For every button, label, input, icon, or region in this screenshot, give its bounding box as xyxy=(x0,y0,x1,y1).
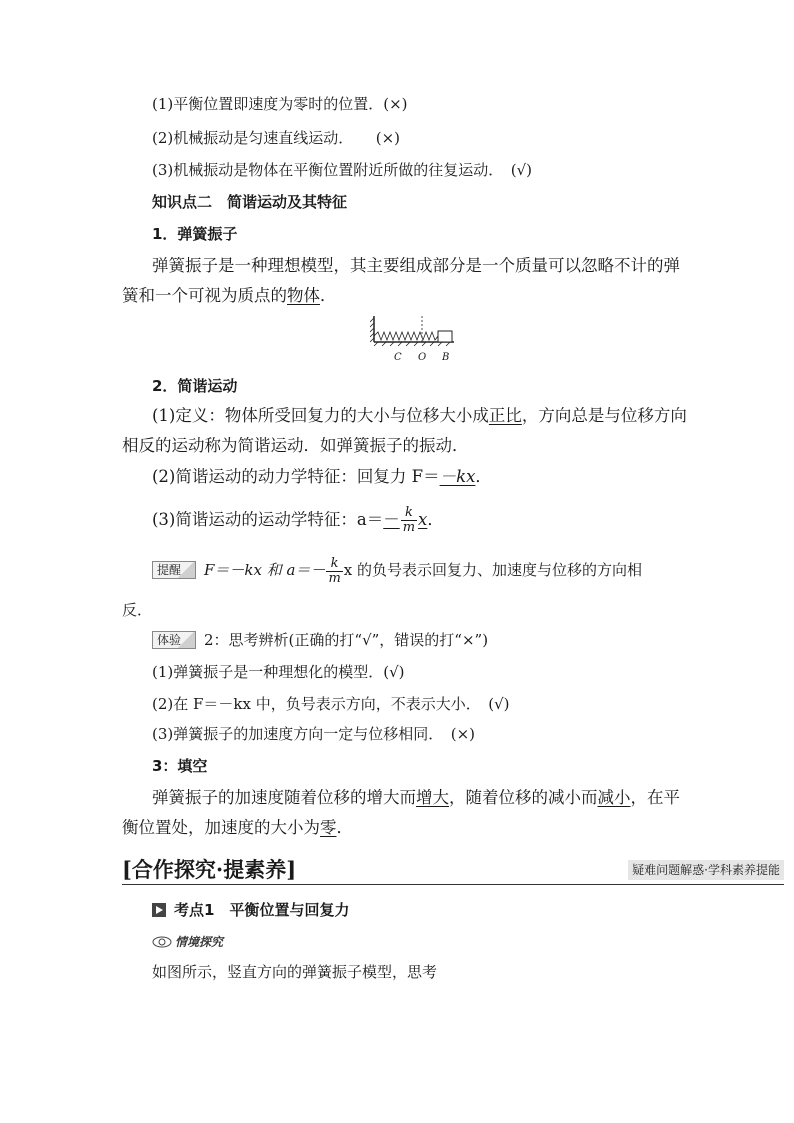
fill-blank-line: 衡位置处，加速度的大小为零． xyxy=(122,818,353,837)
kinematics-feature: (3)简谐运动的运动学特征：a＝－ $\frac{k}{m}$ x． xyxy=(152,505,444,535)
tip-line: 提醒 F＝－kx 和 a＝－ $\frac{k}{m}$ x 的负号表示回复力、加速度与位移的方向相 xyxy=(152,548,642,592)
paragraph-line: 弹簧振子是一种理想模型，其主要组成部分是一个质量可以忽略不计的弹 xyxy=(152,256,680,275)
underlined-answer: －kx xyxy=(439,467,476,486)
judgment-item: (3)弹簧振子的加速度方向一定与位移相同． (×) xyxy=(152,725,476,743)
underlined-answer: － $\frac{k}{m}$ x xyxy=(383,505,428,535)
figure-label-c: C xyxy=(394,352,402,363)
experience-title: 体验 2：思考辨析(正确的打“√”，错误的打“×”) xyxy=(152,630,488,650)
figure-label-o: O xyxy=(418,352,427,363)
exam-point-heading: 考点1 平衡位置与回复力 xyxy=(152,900,349,920)
fill-blank-line: 弹簧振子的加速度随着位移的增大而增大，随着位移的减小而减小，在平 xyxy=(152,788,680,807)
judgment-2: (2)机械振动是匀速直线运动． (×) xyxy=(152,129,401,147)
scene-text: 如图所示，竖直方向的弹簧振子模型，思考 xyxy=(152,963,438,981)
knowledge-point-heading: 知识点二 简谐运动及其特征 xyxy=(152,193,348,211)
spring-oscillator-figure xyxy=(370,312,456,368)
tip-tag: 提醒 xyxy=(152,561,196,579)
section-header xyxy=(122,854,784,885)
judgment-1: (1)平衡位置即速度为零时的位置．(×) xyxy=(152,95,408,113)
underlined-answer: 正比 xyxy=(488,406,522,425)
judgment-item: (1)弹簧振子是一种理想化的模型．(√) xyxy=(152,663,405,681)
judgment-item: (2)在 F＝－kx 中，负号表示方向，不表示大小． (√) xyxy=(152,695,510,713)
heading-spring-oscillator: 1．弹簧振子 xyxy=(152,225,238,243)
tip-line: 反． xyxy=(122,601,153,619)
section-title: [合作探究·提素养] xyxy=(122,857,297,882)
fill-blank-heading: 3：填空 xyxy=(152,757,208,775)
figure-label-b: B xyxy=(442,352,450,363)
dynamics-feature: (2)简谐运动的动力学特征：回复力 F＝－kx． xyxy=(152,467,492,486)
play-icon xyxy=(152,903,166,917)
judgment-3: (3)机械振动是物体在平衡位置附近所做的往复运动． (√) xyxy=(152,161,533,179)
scene-icon xyxy=(152,935,172,949)
heading-simple-harmonic-motion: 2．简谐运动 xyxy=(152,377,238,395)
section-subtitle: 疑难问题解惑·学科素养提能 xyxy=(628,860,784,880)
underlined-answer: 零 xyxy=(320,818,337,837)
experience-tag: 体验 xyxy=(152,631,196,649)
underlined-answer: 物体 xyxy=(287,286,320,305)
underlined-answer: 减小 xyxy=(597,788,631,807)
paragraph-line: 簧和一个可视为质点的物体． xyxy=(122,286,337,305)
fraction-k-over-m: $\frac{k}{m}$ xyxy=(402,505,416,535)
definition-line: (1)定义：物体所受回复力的大小与位移大小成正比，方向总是与位移方向 xyxy=(152,406,687,425)
fraction-k-over-m: $\frac{k}{m}$ xyxy=(328,555,341,586)
underlined-answer: 增大 xyxy=(416,788,449,807)
scene-inquiry-label: 情境探究 xyxy=(152,931,223,952)
definition-line: 相反的运动称为简谐运动．如弹簧振子的振动． xyxy=(122,436,469,455)
